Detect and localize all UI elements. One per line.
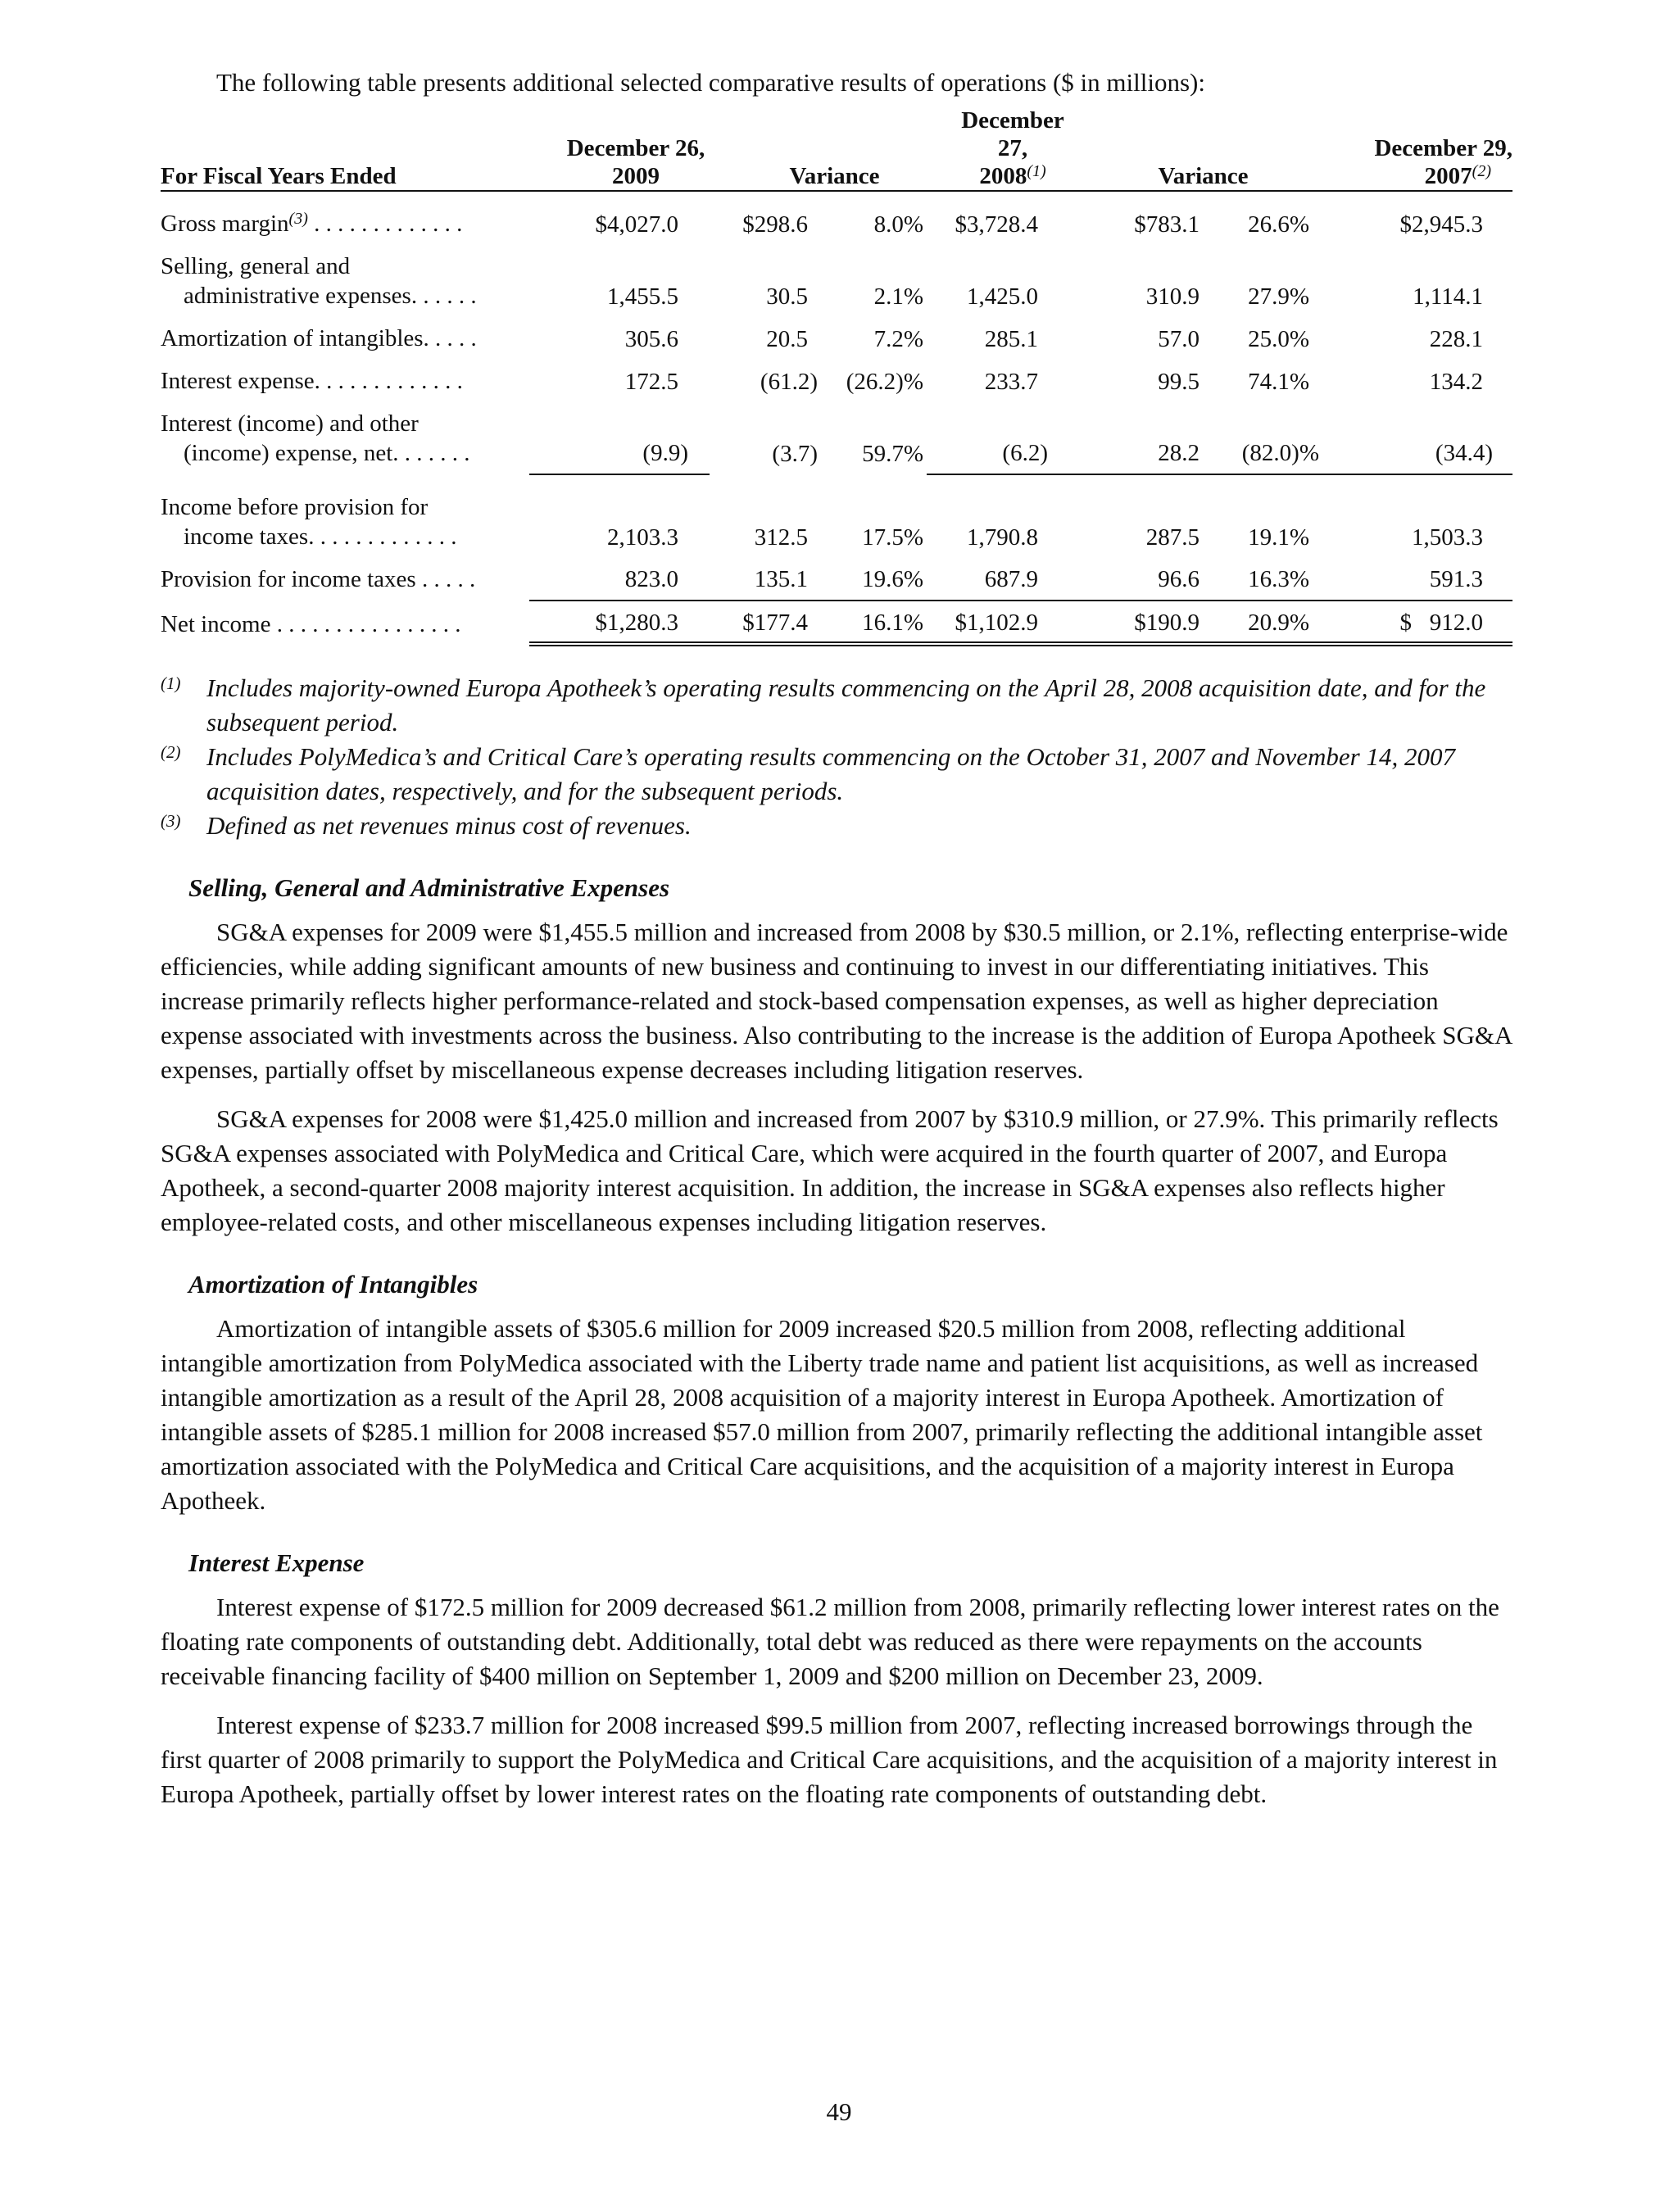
header-variance-b: Variance [1074,107,1332,191]
cell-variance-amount-b: $783.1 [1134,211,1200,238]
cell-variance-pct-a: 59.7% [862,441,923,467]
header-2008-date: December 27, [961,107,1064,161]
footnote-text: Includes majority-owned Europa Apotheek’s operating results commencing on the April 28, 2008 acquisition date, and for the subsequent period. [206,673,1486,737]
table-row [161,601,1512,644]
cell-2007: 1,114.1 [1413,283,1483,310]
cell-2008: $1,102.9 [927,601,1074,644]
footnote-mark: (2) [161,742,181,762]
cell-variance-amount-a: (3.7) [772,441,818,467]
cell-variance-amount-a: 312.5 [754,524,808,551]
cell-2007: 1,503.3 [1412,524,1483,551]
row-label: Net income . . . . . . . . . . . . . . . . [161,611,461,637]
row-label: Interest (income) and other (income) expense, net. . . . . . . [161,410,470,466]
cell-variance-amount-a: (61.2) [760,369,818,395]
cell-2008: 1,425.0 [967,283,1038,310]
cell-variance-pct-a: 17.5% [862,524,923,551]
cell-2008: 687.9 [927,558,1074,601]
footnote [161,671,1512,740]
footnote-text: Includes PolyMedica’s and Critical Care’s operating results commencing on the October 31, 2007 and November 14, 2007 acquisition dates, respectively, and for the subsequent periods. [206,742,1455,805]
footnote [161,740,1512,809]
header-2009-date: December 26, [566,135,705,161]
cell-variance-amount-b: 57.0 [1158,326,1200,352]
paragraph: Interest expense of $172.5 million for 2009 decreased $61.2 million from 2008, primarily reflecting lower interest rates on the floating rate components of outstanding debt. Additionally, total debt was reduced as there were repayments on the accounts receivable financing facility of $400 million on September 1, 2009 and $200 million on December 23, 2009. [161,1593,1499,1690]
cell-2007: $ 912.0 [1332,601,1512,644]
cell-2007: 591.3 [1332,558,1512,601]
paragraph: Interest expense of $233.7 million for 2008 increased $99.5 million from 2007, reflecting increased borrowings through the first quarter of 2008 primarily to support the PolyMedica and Critical Care acquisitions, and the acquisition of a majority interest in Europa Apotheek, partially offset by lower interest rates on the floating rate components of outstanding debt. [161,1711,1498,1808]
cell-2008: (6.2) [927,402,1074,474]
cell-variance-pct-a: 19.6% [824,558,927,601]
cell-variance-amount-a: 30.5 [766,283,808,310]
section-heading-amortization: Amortization of Intangibles [188,1270,478,1299]
table-row [161,317,1512,360]
header-variance-a: Variance [710,107,927,191]
header-label: For Fiscal Years Ended [161,107,529,191]
cell-variance-amount-a: 135.1 [710,558,824,601]
row-label: Gross margin$^{(3)}$ . . . . . . . . . . . . . [161,210,463,237]
header-2008-year: 2008 [979,163,1027,189]
cell-variance-amount-a: $298.6 [742,211,808,238]
footnote-mark: (3) [161,811,181,831]
row-label: Interest expense. . . . . . . . . . . . . [161,368,463,394]
row-label: Provision for income taxes . . . . . [161,566,476,592]
cell-variance-pct-b: 16.3% [1218,558,1332,601]
section-heading-sga: Selling, General and Administrative Expenses [188,873,670,902]
cell-variance-amount-a: $177.4 [710,601,824,644]
cell-variance-pct-b: (82.0)% [1218,402,1332,474]
header-2007-year: 2007 [1424,163,1472,189]
cell-variance-amount-b: 99.5 [1158,369,1200,395]
table-row [161,486,1512,558]
cell-variance-pct-a: 7.2% [873,326,923,352]
cell-2008: 1,790.8 [967,524,1038,551]
header-2008 [927,107,1074,191]
cell-variance-amount-b: 310.9 [1145,283,1200,310]
header-2007 [1332,107,1512,191]
document-page [161,66,1512,1826]
cell-variance-amount-b: 28.2 [1074,402,1218,474]
cell-2009: 172.5 [624,369,678,395]
section-heading-interest: Interest Expense [188,1548,365,1577]
cell-variance-pct-b: 74.1% [1248,369,1309,395]
cell-variance-pct-b: 27.9% [1248,283,1309,310]
cell-2007: 228.1 [1429,326,1483,352]
header-2009-year: 2009 [612,163,660,189]
header-2008-footnote-mark: (1) [1027,162,1046,180]
cell-2009: 2,103.3 [607,524,678,551]
header-2007-date: December 29, [1374,135,1512,161]
cell-variance-pct-b: 26.6% [1248,211,1309,238]
row-label: Selling, general and administrative expenses. . . . . . [161,253,477,309]
cell-2009: 305.6 [624,326,678,352]
paragraph: SG&A expenses for 2009 were $1,455.5 million and increased from 2008 by $30.5 million, or 2.1%, reflecting enterprise-wide efficiencies, while adding significant amounts of new business and continuing to invest in our differentiating initiatives. This increase primarily reflects higher performance-related and stock-based compensation expenses, as well as higher depreciation expense associated with investments across the business. Also contributing to the increase is the addition of Europa Apotheek SG&A expenses, partially offset by miscellaneous expense decreases including litigation reserves. [161,918,1512,1084]
footnote [161,809,1512,843]
table-row [161,360,1512,402]
cell-2007: $2,945.3 [1399,211,1483,238]
cell-2008: 285.1 [984,326,1038,352]
cell-variance-pct-b: 25.0% [1248,326,1309,352]
table-row [161,202,1512,245]
cell-2008: $3,728.4 [955,211,1038,238]
cell-2008: 233.7 [984,369,1038,395]
footnote-mark: (1) [161,673,181,693]
results-table [161,107,1512,646]
table-row [161,402,1512,474]
cell-variance-pct-b: 19.1% [1248,524,1309,551]
footnotes [161,671,1512,843]
header-2009 [529,107,710,191]
cell-2009: $4,027.0 [595,211,678,238]
header-2007-footnote-mark: (2) [1472,162,1491,180]
footnote-text: Defined as net revenues minus cost of revenues. [206,811,692,840]
row-label: Income before provision for income taxes. . . . . . . . . . . . . [161,494,457,550]
paragraph: SG&A expenses for 2008 were $1,425.0 million and increased from 2007 by $310.9 million, or 27.9%. This primarily reflects SG&A expenses associated with PolyMedica and Critical Care, which were acquired in the fourth quarter of 2007, and Europa Apotheek, a second-quarter 2008 majority interest acquisition. In addition, the increase in SG&A expenses also reflects higher employee-related costs, and other miscellaneous expenses including litigation reserves. [161,1104,1499,1236]
cell-variance-amount-b: 287.5 [1145,524,1200,551]
paragraph: Amortization of intangible assets of $305.6 million for 2009 increased $20.5 million from 2008, reflecting additional intangible amortization from PolyMedica associated with the Liberty trade name and patient list acquisitions, as well as increased intangible amortization as a result of the April 28, 2008 acquisition of a majority interest in Europa Apotheek. Amortization of intangible assets of $285.1 million for 2008 increased $57.0 million from 2007, primarily reflecting the additional intangible asset amortization associated with the PolyMedica and Critical Care acquisitions, and the acquisition of a majority interest in Europa Apotheek. [161,1314,1483,1515]
cell-variance-amount-b: $190.9 [1074,601,1218,644]
table-row [161,558,1512,601]
table-intro: The following table presents additional selected comparative results of operations ($ in millions): [216,68,1205,97]
cell-variance-pct-a: 2.1% [873,283,923,310]
cell-2009: (9.9) [529,402,710,474]
cell-2009: 823.0 [529,558,710,601]
cell-variance-pct-a: 8.0% [873,211,923,238]
cell-variance-amount-b: 96.6 [1074,558,1218,601]
cell-variance-pct-a: (26.2)% [846,369,923,395]
row-footnote-mark: (3) [288,210,308,228]
cell-variance-amount-a: 20.5 [766,326,808,352]
table-header-row [161,107,1512,191]
table-row [161,245,1512,317]
cell-2009: $1,280.3 [529,601,710,644]
cell-2007: (34.4) [1332,402,1512,474]
cell-variance-pct-b: 20.9% [1218,601,1332,644]
cell-variance-pct-a: 16.1% [824,601,927,644]
row-label: Amortization of intangibles. . . . . [161,325,477,351]
cell-2009: 1,455.5 [607,283,678,310]
page-number: 49 [826,2097,852,2126]
cell-2007: 134.2 [1429,369,1483,395]
